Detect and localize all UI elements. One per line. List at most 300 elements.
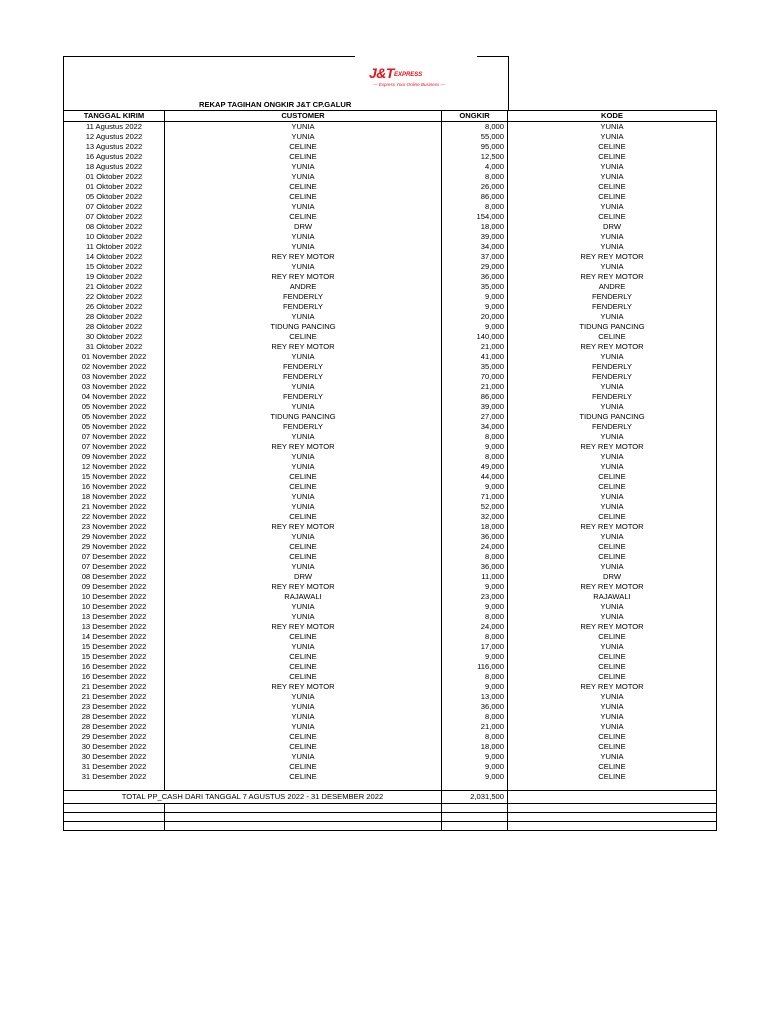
cell-ongkir: 9,000 [442,292,508,302]
table-row [64,292,717,302]
table-row [64,192,717,202]
cell-customer: YUNIA [165,352,442,362]
cell-kode: CELINE [508,672,717,682]
cell-customer: FENDERLY [165,302,442,312]
table-row [64,492,717,502]
cell-kode: FENDERLY [508,392,717,402]
cell-tanggal: 31 Desember 2022 [64,772,165,782]
cell-ongkir: 18,000 [442,522,508,532]
cell-customer: CELINE [165,182,442,192]
cell-kode: REY REY MOTOR [508,622,717,632]
cell-kode: CELINE [508,212,717,222]
cell-customer: YUNIA [165,122,442,133]
table-row [64,312,717,322]
cell-customer: YUNIA [165,432,442,442]
cell-kode: YUNIA [508,352,717,362]
cell-ongkir: 20,000 [442,312,508,322]
table-row [64,602,717,612]
cell-ongkir: 8,000 [442,712,508,722]
cell-kode: ANDRE [508,282,717,292]
table-row [64,412,717,422]
cell-tanggal: 14 Oktober 2022 [64,252,165,262]
header-area [63,56,509,99]
cell-ongkir: 39,000 [442,402,508,412]
empty-row [64,804,717,813]
cell-ongkir: 35,000 [442,282,508,292]
cell-tanggal: 01 November 2022 [64,352,165,362]
cell-kode: YUNIA [508,692,717,702]
cell-ongkir: 8,000 [442,632,508,642]
cell-tanggal: 16 Desember 2022 [64,662,165,672]
cell-customer: YUNIA [165,462,442,472]
table-row [64,442,717,452]
cell-kode: CELINE [508,152,717,162]
cell-kode: YUNIA [508,312,717,322]
cell-customer: YUNIA [165,162,442,172]
cell-tanggal: 15 Desember 2022 [64,652,165,662]
table-row [64,302,717,312]
table-header [64,111,717,122]
table-row [64,582,717,592]
cell-ongkir: 8,000 [442,452,508,462]
cell-customer: CELINE [165,482,442,492]
cell-customer: YUNIA [165,262,442,272]
cell-kode: YUNIA [508,462,717,472]
cell-customer: REY REY MOTOR [165,252,442,262]
table-row [64,762,717,772]
cell-customer: FENDERLY [165,372,442,382]
cell-customer: REY REY MOTOR [165,442,442,452]
table-row [64,552,717,562]
cell-tanggal: 29 November 2022 [64,542,165,552]
cell-kode: YUNIA [508,532,717,542]
cell-kode: CELINE [508,552,717,562]
cell-tanggal: 23 November 2022 [64,522,165,532]
cell-ongkir: 26,000 [442,182,508,192]
cell-ongkir: 36,000 [442,702,508,712]
cell-customer: YUNIA [165,752,442,762]
cell-ongkir: 18,000 [442,222,508,232]
cell-kode: YUNIA [508,702,717,712]
cell-customer: YUNIA [165,502,442,512]
table-row [64,522,717,532]
cell-kode: REY REY MOTOR [508,442,717,452]
cell-customer: TIDUNG PANCING [165,412,442,422]
cell-ongkir: 44,000 [442,472,508,482]
cell-ongkir: 18,000 [442,742,508,752]
cell-tanggal: 31 Desember 2022 [64,762,165,772]
cell-ongkir: 32,000 [442,512,508,522]
table-row [64,252,717,262]
cell-tanggal: 23 Desember 2022 [64,702,165,712]
cell-ongkir: 154,000 [442,212,508,222]
cell-tanggal: 09 November 2022 [64,452,165,462]
cell-ongkir: 9,000 [442,752,508,762]
cell-tanggal: 28 Desember 2022 [64,712,165,722]
cell-kode: YUNIA [508,452,717,462]
cell-ongkir: 36,000 [442,272,508,282]
cell-customer: CELINE [165,732,442,742]
cell-customer: CELINE [165,742,442,752]
cell-kode: YUNIA [508,562,717,572]
table-row [64,632,717,642]
cell-customer: DRW [165,222,442,232]
cell-ongkir: 49,000 [442,462,508,472]
cell-tanggal: 21 November 2022 [64,502,165,512]
cell-customer: CELINE [165,212,442,222]
cell-ongkir: 21,000 [442,342,508,352]
cell-ongkir: 9,000 [442,602,508,612]
cell-customer: CELINE [165,632,442,642]
cell-ongkir: 12,500 [442,152,508,162]
cell-tanggal: 16 Desember 2022 [64,672,165,682]
cell-ongkir: 41,000 [442,352,508,362]
cell-kode: YUNIA [508,492,717,502]
cell-tanggal: 15 November 2022 [64,472,165,482]
cell-kode: CELINE [508,762,717,772]
cell-ongkir: 11,000 [442,572,508,582]
cell-customer: YUNIA [165,402,442,412]
cell-tanggal: 05 November 2022 [64,422,165,432]
cell-tanggal: 26 Oktober 2022 [64,302,165,312]
cell-ongkir: 9,000 [442,302,508,312]
cell-tanggal: 11 Agustus 2022 [64,122,165,133]
cell-customer: CELINE [165,552,442,562]
cell-ongkir: 34,000 [442,242,508,252]
table-row [64,282,717,292]
cell-kode: CELINE [508,652,717,662]
cell-kode: YUNIA [508,502,717,512]
table-row [64,182,717,192]
table-row [64,732,717,742]
cell-customer: CELINE [165,542,442,552]
total-label: TOTAL PP_CASH DARI TANGGAL 7 AGUSTUS 2022 - 31 DESEMBER 2022 [64,791,442,804]
table-row [64,142,717,152]
cell-tanggal: 29 Desember 2022 [64,732,165,742]
cell-ongkir: 8,000 [442,672,508,682]
table-row [64,432,717,442]
cell-kode: YUNIA [508,752,717,762]
table-row [64,362,717,372]
table-row [64,662,717,672]
cell-kode: YUNIA [508,242,717,252]
blank-row [64,782,717,791]
table-row [64,562,717,572]
cell-customer: REY REY MOTOR [165,682,442,692]
cell-customer: YUNIA [165,612,442,622]
cell-kode: RAJAWALI [508,592,717,602]
cell-ongkir: 35,000 [442,362,508,372]
cell-customer: CELINE [165,192,442,202]
table-row [64,332,717,342]
table-row [64,372,717,382]
cell-ongkir: 36,000 [442,562,508,572]
cell-customer: YUNIA [165,452,442,462]
cell-kode: CELINE [508,742,717,752]
table-row [64,202,717,212]
cell-customer: REY REY MOTOR [165,522,442,532]
cell-tanggal: 14 Desember 2022 [64,632,165,642]
cell-ongkir: 34,000 [442,422,508,432]
header-tanggal: TANGGAL KIRIM [64,111,165,122]
cell-tanggal: 28 Oktober 2022 [64,322,165,332]
cell-kode: YUNIA [508,382,717,392]
cell-ongkir: 8,000 [442,612,508,622]
table-row [64,712,717,722]
cell-tanggal: 21 Desember 2022 [64,682,165,692]
cell-tanggal: 18 November 2022 [64,492,165,502]
empty-row [64,813,717,822]
cell-kode: YUNIA [508,432,717,442]
table-row [64,642,717,652]
cell-ongkir: 21,000 [442,382,508,392]
cell-kode: FENDERLY [508,302,717,312]
cell-kode: YUNIA [508,232,717,242]
table-row [64,172,717,182]
cell-ongkir: 9,000 [442,582,508,592]
table-row [64,572,717,582]
cell-kode: CELINE [508,192,717,202]
cell-kode: DRW [508,222,717,232]
table-row [64,702,717,712]
cell-customer: YUNIA [165,242,442,252]
cell-ongkir: 9,000 [442,652,508,662]
table-row [64,692,717,702]
cell-tanggal: 12 November 2022 [64,462,165,472]
cell-kode: FENDERLY [508,362,717,372]
cell-customer: YUNIA [165,712,442,722]
cell-customer: CELINE [165,152,442,162]
table-row [64,402,717,412]
cell-kode: CELINE [508,772,717,782]
cell-tanggal: 15 Desember 2022 [64,642,165,652]
cell-tanggal: 08 Desember 2022 [64,572,165,582]
cell-ongkir: 8,000 [442,432,508,442]
total-row [64,791,717,804]
cell-tanggal: 02 November 2022 [64,362,165,372]
cell-kode: TIDUNG PANCING [508,412,717,422]
cell-kode: REY REY MOTOR [508,582,717,592]
cell-ongkir: 8,000 [442,552,508,562]
cell-ongkir: 27,000 [442,412,508,422]
cell-customer: REY REY MOTOR [165,582,442,592]
cell-tanggal: 15 Oktober 2022 [64,262,165,272]
cell-customer: YUNIA [165,602,442,612]
cell-ongkir: 39,000 [442,232,508,242]
cell-tanggal: 31 Oktober 2022 [64,342,165,352]
cell-tanggal: 05 Oktober 2022 [64,192,165,202]
cell-tanggal: 28 Desember 2022 [64,722,165,732]
cell-tanggal: 13 Agustus 2022 [64,142,165,152]
cell-kode: FENDERLY [508,422,717,432]
table-row [64,422,717,432]
cell-ongkir: 116,000 [442,662,508,672]
cell-customer: REY REY MOTOR [165,342,442,352]
cell-ongkir: 9,000 [442,482,508,492]
table-row [64,682,717,692]
cell-kode: YUNIA [508,602,717,612]
cell-ongkir: 70,000 [442,372,508,382]
cell-kode: TIDUNG PANCING [508,322,717,332]
cell-tanggal: 30 Desember 2022 [64,752,165,762]
cell-customer: CELINE [165,662,442,672]
cell-tanggal: 21 Oktober 2022 [64,282,165,292]
table-row [64,542,717,552]
empty-row [64,822,717,831]
cell-customer: ANDRE [165,282,442,292]
cell-tanggal: 07 Oktober 2022 [64,212,165,222]
report-title-row [63,99,509,110]
cell-tanggal: 05 November 2022 [64,412,165,422]
jnt-logo: $J\&T^{EXPRESS}$ — Express Your Online Business — [369,65,445,87]
table-row [64,672,717,682]
cell-kode: CELINE [508,482,717,492]
cell-customer: CELINE [165,672,442,682]
cell-ongkir: 29,000 [442,262,508,272]
table-row [64,472,717,482]
cell-ongkir: 8,000 [442,122,508,133]
table-row [64,482,717,492]
cell-customer: FENDERLY [165,422,442,432]
cell-tanggal: 10 Desember 2022 [64,592,165,602]
cell-kode: CELINE [508,182,717,192]
cell-tanggal: 13 Desember 2022 [64,622,165,632]
cell-kode: FENDERLY [508,372,717,382]
cell-customer: FENDERLY [165,292,442,302]
table-row [64,752,717,762]
cell-ongkir: 17,000 [442,642,508,652]
cell-tanggal: 22 Oktober 2022 [64,292,165,302]
table-row [64,612,717,622]
table-row [64,222,717,232]
cell-customer: YUNIA [165,702,442,712]
cell-tanggal: 16 November 2022 [64,482,165,492]
cell-kode: CELINE [508,332,717,342]
cell-ongkir: 71,000 [442,492,508,502]
table-row [64,212,717,222]
table-row [64,722,717,732]
cell-tanggal: 11 Oktober 2022 [64,242,165,252]
cell-tanggal: 05 November 2022 [64,402,165,412]
table-row [64,232,717,242]
table-row [64,352,717,362]
cell-ongkir: 9,000 [442,442,508,452]
cell-ongkir: 9,000 [442,322,508,332]
cell-ongkir: 9,000 [442,772,508,782]
cell-customer: YUNIA [165,312,442,322]
cell-customer: CELINE [165,512,442,522]
cell-customer: CELINE [165,142,442,152]
cell-tanggal: 03 November 2022 [64,382,165,392]
cell-ongkir: 9,000 [442,762,508,772]
header-customer: CUSTOMER [165,111,442,122]
cell-tanggal: 10 Desember 2022 [64,602,165,612]
cell-customer: FENDERLY [165,392,442,402]
cell-customer: REY REY MOTOR [165,272,442,282]
cell-kode: YUNIA [508,722,717,732]
cell-kode: CELINE [508,632,717,642]
cell-tanggal: 07 November 2022 [64,432,165,442]
cell-tanggal: 03 November 2022 [64,372,165,382]
cell-customer: YUNIA [165,202,442,212]
cell-tanggal: 01 Oktober 2022 [64,182,165,192]
cell-ongkir: 8,000 [442,732,508,742]
spreadsheet [63,56,717,831]
cell-ongkir: 9,000 [442,682,508,692]
cell-tanggal: 10 Oktober 2022 [64,232,165,242]
cell-kode: REY REY MOTOR [508,342,717,352]
cell-customer: CELINE [165,472,442,482]
cell-customer: YUNIA [165,562,442,572]
cell-customer: CELINE [165,332,442,342]
table-row [64,592,717,602]
cell-kode: YUNIA [508,202,717,212]
cell-ongkir: 23,000 [442,592,508,602]
cell-customer: CELINE [165,762,442,772]
cell-kode: YUNIA [508,262,717,272]
cell-kode: CELINE [508,472,717,482]
cell-tanggal: 21 Desember 2022 [64,692,165,702]
cell-tanggal: 07 Desember 2022 [64,562,165,572]
table-row [64,462,717,472]
table-row [64,452,717,462]
cell-kode: FENDERLY [508,292,717,302]
cell-tanggal: 07 November 2022 [64,442,165,452]
cell-kode: CELINE [508,512,717,522]
table-row [64,342,717,352]
cell-kode: YUNIA [508,642,717,652]
header-kode: KODE [508,111,717,122]
cell-kode: DRW [508,572,717,582]
cell-ongkir: 140,000 [442,332,508,342]
cell-kode: REY REY MOTOR [508,252,717,262]
cell-tanggal: 18 Agustus 2022 [64,162,165,172]
cell-tanggal: 04 November 2022 [64,392,165,402]
table-row [64,742,717,752]
table-row [64,772,717,782]
cell-kode: YUNIA [508,712,717,722]
cell-ongkir: 86,000 [442,192,508,202]
cell-ongkir: 37,000 [442,252,508,262]
cell-kode: YUNIA [508,612,717,622]
cell-ongkir: 24,000 [442,542,508,552]
table-row [64,322,717,332]
cell-tanggal: 28 Oktober 2022 [64,312,165,322]
cell-kode: CELINE [508,662,717,672]
cell-ongkir: 24,000 [442,622,508,632]
cell-tanggal: 13 Desember 2022 [64,612,165,622]
table-row [64,262,717,272]
table-row [64,622,717,632]
cell-ongkir: 52,000 [442,502,508,512]
cell-tanggal: 07 Desember 2022 [64,552,165,562]
cell-kode: CELINE [508,142,717,152]
cell-ongkir: 8,000 [442,202,508,212]
cell-customer: YUNIA [165,232,442,242]
cell-tanggal: 29 November 2022 [64,532,165,542]
cell-kode: CELINE [508,732,717,742]
cell-kode: CELINE [508,542,717,552]
cell-tanggal: 19 Oktober 2022 [64,272,165,282]
cell-ongkir: 13,000 [442,692,508,702]
cell-customer: YUNIA [165,492,442,502]
cell-customer: CELINE [165,772,442,782]
billing-table [63,110,717,831]
cell-kode: YUNIA [508,402,717,412]
total-value: 2,031,500 [442,791,508,804]
cell-ongkir: 4,000 [442,162,508,172]
table-row [64,242,717,252]
